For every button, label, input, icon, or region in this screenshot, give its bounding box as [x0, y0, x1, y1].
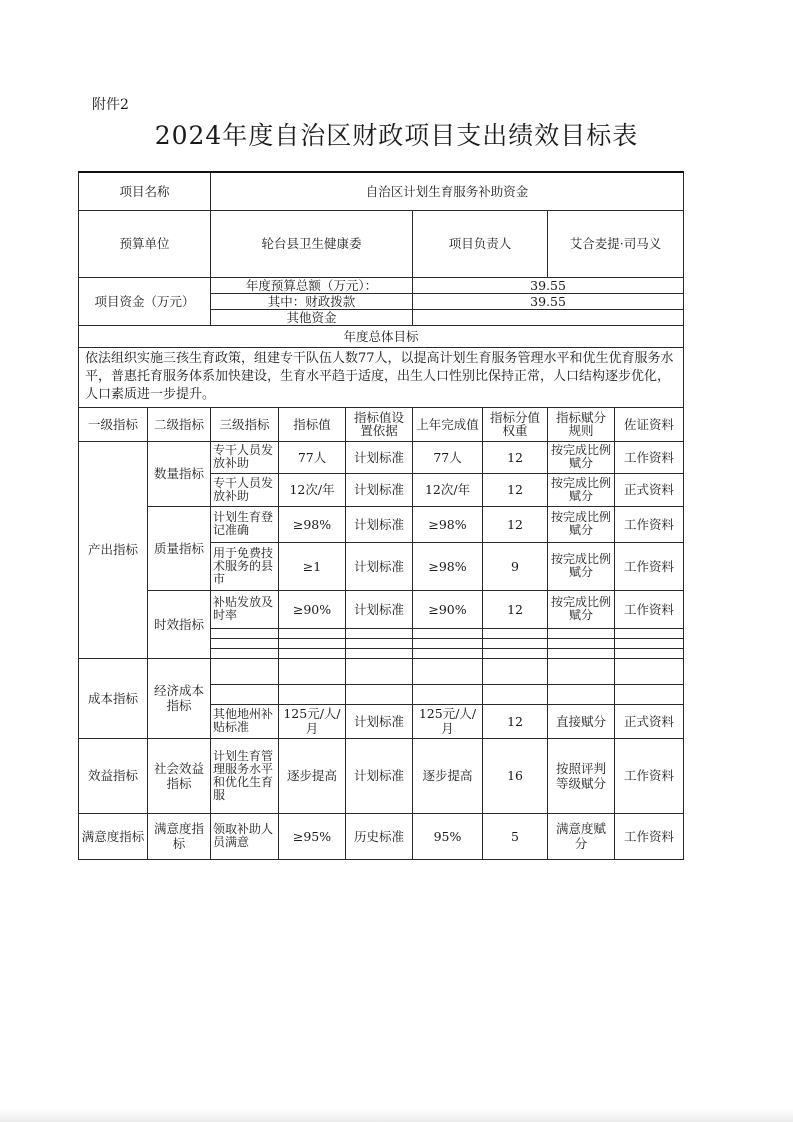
last-year-value: 95%	[413, 813, 483, 859]
level2-quality: 质量指标	[148, 506, 211, 590]
level1-benefit: 效益指标	[79, 738, 148, 813]
indicator-value: ≥95%	[279, 813, 346, 859]
level2-social-benefit: 社会效益指标	[148, 738, 211, 813]
last-year-value: ≥90%	[413, 590, 483, 628]
evidence: 正式资料	[615, 704, 684, 738]
last-year-value: ≥98%	[413, 506, 483, 542]
level3-cell: 用于免费技术服务的县市	[211, 542, 279, 590]
evidence: 工作资料	[615, 441, 684, 473]
col-header-evidence: 佐证资料	[615, 407, 684, 441]
document-title: 2024年度自治区财政项目支出绩效目标表	[154, 121, 639, 150]
budget-unit-label: 预算单位	[79, 210, 211, 277]
table-row	[79, 506, 684, 542]
scoring-rule: 满意度赋分	[548, 813, 615, 859]
indicator-value: 125元/人/月	[279, 704, 346, 738]
indicator-basis: 计划标准	[346, 590, 413, 628]
annual-goal-text: 依法组织实施三孩生育政策，组建专干队伍人数77人，以提高计划生育服务管理水平和优生优育服务水平，普惠托育服务体系加快建设，生育水平趋于适度，出生人口性别比保持正常，人口结构逐步优化，人口素质进一步提升。	[79, 347, 684, 407]
project-funds-label: 项目资金（万元）	[79, 277, 211, 325]
indicator-value: 77人	[279, 441, 346, 473]
indicator-value: 12次/年	[279, 473, 346, 506]
scoring-rule: 按完成比例赋分	[548, 506, 615, 542]
evidence: 工作资料	[615, 542, 684, 590]
last-year-value: ≥98%	[413, 542, 483, 590]
table-row	[79, 813, 684, 859]
project-leader-label: 项目负责人	[413, 210, 548, 277]
last-year-value: 12次/年	[413, 473, 483, 506]
table-row	[79, 441, 684, 473]
level1-satisfaction: 满意度指标	[79, 813, 148, 859]
scoring-rule: 按完成比例赋分	[548, 473, 615, 506]
table-row	[79, 590, 684, 628]
level1-cost: 成本指标	[79, 658, 148, 738]
level3-cell: 计划生育登记准确	[211, 506, 279, 542]
col-header-scoring-rule: 指标赋分规则	[548, 407, 615, 441]
level1-output: 产出指标	[79, 441, 148, 658]
level3-cell: 其他地州补贴标准	[211, 704, 279, 738]
empty-row	[79, 658, 684, 684]
col-header-basis: 指标值设置依据	[346, 407, 413, 441]
other-funds-value	[413, 309, 684, 325]
indicator-value: ≥1	[279, 542, 346, 590]
other-funds-label: 其他资金	[211, 309, 413, 325]
fiscal-allocation-label: 其中：财政拨款	[211, 293, 413, 309]
scoring-rule: 按完成比例赋分	[548, 542, 615, 590]
project-name-label: 项目名称	[79, 172, 211, 210]
level2-timeliness: 时效指标	[148, 590, 211, 658]
indicator-value: ≥98%	[279, 506, 346, 542]
indicator-basis: 计划标准	[346, 441, 413, 473]
indicator-basis: 计划标准	[346, 542, 413, 590]
scoring-rule: 直接赋分	[548, 704, 615, 738]
table-row	[79, 738, 684, 813]
performance-target-table	[78, 171, 684, 860]
annual-goal-label: 年度总体目标	[79, 325, 684, 347]
indicator-weight: 16	[483, 738, 548, 813]
evidence: 工作资料	[615, 813, 684, 859]
indicator-weight: 12	[483, 473, 548, 506]
level3-cell: 领取补助人员满意	[211, 813, 279, 859]
level2-economic-cost: 经济成本指标	[148, 658, 211, 738]
project-leader-value: 艾合麦提·司马义	[548, 210, 684, 277]
attachment-label: 附件2	[92, 97, 129, 113]
col-header-weight: 指标分值权重	[483, 407, 548, 441]
last-year-value: 逐步提高	[413, 738, 483, 813]
indicator-basis: 历史标准	[346, 813, 413, 859]
level3-cell: 专干人员发放补助	[211, 441, 279, 473]
indicator-value: 逐步提高	[279, 738, 346, 813]
indicator-basis: 计划标准	[346, 506, 413, 542]
col-header-level1: 一级指标	[79, 407, 148, 441]
indicator-weight: 12	[483, 506, 548, 542]
indicator-weight: 12	[483, 441, 548, 473]
indicator-weight: 5	[483, 813, 548, 859]
last-year-value: 77人	[413, 441, 483, 473]
level2-quantity: 数量指标	[148, 441, 211, 506]
indicator-basis: 计划标准	[346, 704, 413, 738]
level3-cell: 计划生育管理服务水平和优化生育服	[211, 738, 279, 813]
fiscal-allocation-value: 39.55	[413, 293, 684, 309]
indicator-weight: 12	[483, 704, 548, 738]
col-header-last-year: 上年完成值	[413, 407, 483, 441]
level3-cell: 补贴发放及时率	[211, 590, 279, 628]
evidence: 工作资料	[615, 590, 684, 628]
col-header-level3: 三级指标	[211, 407, 279, 441]
scoring-rule: 按完成比例赋分	[548, 441, 615, 473]
scoring-rule: 按完成比例赋分	[548, 590, 615, 628]
annual-budget-total-value: 39.55	[413, 277, 684, 293]
col-header-level2: 二级指标	[148, 407, 211, 441]
scan-edge-shadow	[0, 1108, 793, 1122]
indicator-weight: 12	[483, 590, 548, 628]
col-header-value: 指标值	[279, 407, 346, 441]
evidence: 工作资料	[615, 506, 684, 542]
scoring-rule: 按照评判等级赋分	[548, 738, 615, 813]
budget-unit-value: 轮台县卫生健康委	[211, 210, 413, 277]
evidence: 工作资料	[615, 738, 684, 813]
indicator-value: ≥90%	[279, 590, 346, 628]
annual-budget-total-label: 年度预算总额（万元）：	[211, 277, 413, 293]
level3-cell: 专干人员发放补助	[211, 473, 279, 506]
project-name-value: 自治区计划生育服务补助资金	[211, 172, 684, 210]
indicator-basis: 计划标准	[346, 738, 413, 813]
indicator-basis: 计划标准	[346, 473, 413, 506]
evidence: 正式资料	[615, 473, 684, 506]
level2-satisfaction: 满意度指标	[148, 813, 211, 859]
last-year-value: 125元/人/月	[413, 704, 483, 738]
indicator-weight: 9	[483, 542, 548, 590]
